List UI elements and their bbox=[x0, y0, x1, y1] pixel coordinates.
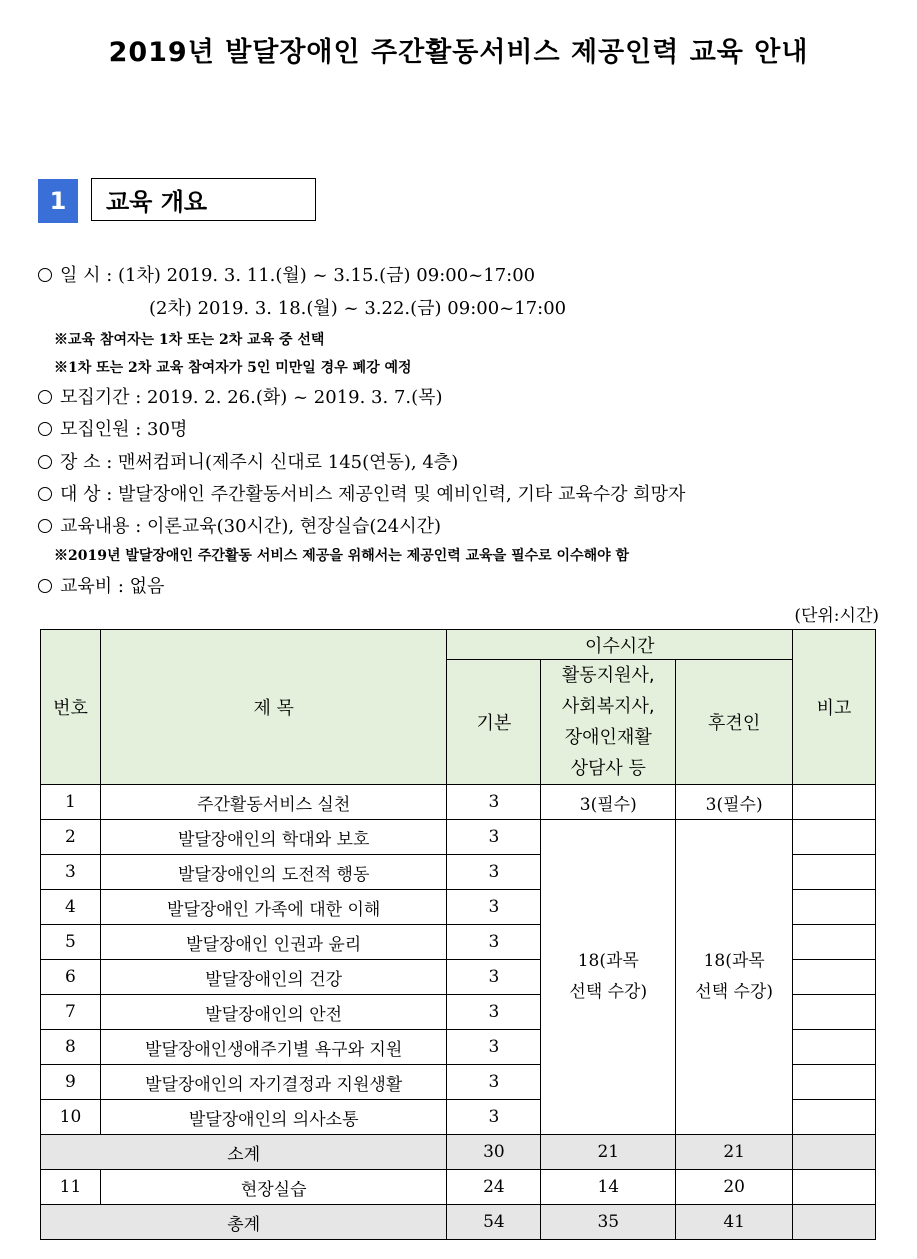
subtotal-basic: 30 bbox=[447, 1135, 541, 1170]
cell-remarks bbox=[793, 1065, 876, 1100]
cell-basic: 3 bbox=[447, 785, 541, 820]
practice-subject: 현장실습 bbox=[100, 1170, 447, 1205]
cell-basic: 3 bbox=[447, 890, 541, 925]
cell-no: 5 bbox=[41, 925, 101, 960]
cell-remarks bbox=[793, 995, 876, 1030]
total-basic: 54 bbox=[447, 1205, 541, 1240]
cell-basic: 3 bbox=[447, 1100, 541, 1135]
unit-label: (단위:시간) bbox=[794, 606, 879, 626]
bullet-circle-icon bbox=[38, 422, 52, 436]
header-worker bbox=[541, 660, 676, 785]
cell-no: 3 bbox=[41, 855, 101, 890]
practice-row bbox=[41, 1170, 876, 1205]
elective-line-2: 선택 수강) bbox=[569, 982, 648, 1002]
bullet-circle-icon bbox=[38, 519, 52, 533]
bullet-circle-icon bbox=[38, 579, 52, 593]
subtotal-guardian: 21 bbox=[676, 1135, 793, 1170]
cell-guardian-elective bbox=[676, 820, 793, 1135]
header-guardian: 후견인 bbox=[676, 660, 793, 785]
total-label: 총계 bbox=[41, 1205, 447, 1240]
cell-subject: 발달장애인 인권과 윤리 bbox=[100, 925, 447, 960]
cell-subject: 발달장애인의 안전 bbox=[100, 995, 447, 1030]
overview-capacity-line bbox=[38, 415, 187, 441]
overview-period-line bbox=[38, 383, 443, 409]
header-worker-line-1: 활동지원사, bbox=[561, 665, 655, 686]
total-worker: 35 bbox=[541, 1205, 676, 1240]
overview-target-line bbox=[38, 480, 685, 506]
cell-subject: 발달장애인의 학대와 보호 bbox=[100, 820, 447, 855]
subtotal-label: 소계 bbox=[41, 1135, 447, 1170]
cell-worker-elective bbox=[541, 820, 676, 1135]
cell-remarks bbox=[793, 960, 876, 995]
cell-subject: 주간활동서비스 실천 bbox=[100, 785, 447, 820]
cell-basic: 3 bbox=[447, 855, 541, 890]
overview-content-text: 교육내용 : 이론교육(30시간), 현장실습(24시간) bbox=[60, 516, 442, 537]
overview-capacity-text: 모집인원 : 30명 bbox=[60, 419, 188, 440]
overview-period-text: 모집기간 : 2019. 2. 26.(화) ~ 2019. 3. 7.(목) bbox=[60, 387, 443, 408]
cell-remarks bbox=[793, 890, 876, 925]
cell-no: 4 bbox=[41, 890, 101, 925]
elective-line-1: 18(과목 bbox=[703, 951, 765, 971]
header-remarks: 비고 bbox=[793, 630, 876, 785]
cell-remarks bbox=[793, 925, 876, 960]
subtotal-row bbox=[41, 1135, 876, 1170]
header-basic: 기본 bbox=[447, 660, 541, 785]
practice-guardian: 20 bbox=[676, 1170, 793, 1205]
cell-subject: 발달장애인의 도전적 행동 bbox=[100, 855, 447, 890]
cell-basic: 3 bbox=[447, 1030, 541, 1065]
section-number-badge: 1 bbox=[38, 179, 78, 223]
table-row bbox=[41, 820, 876, 855]
curriculum-table bbox=[40, 629, 876, 1240]
practice-basic: 24 bbox=[447, 1170, 541, 1205]
total-remarks bbox=[793, 1205, 876, 1240]
table-row bbox=[41, 785, 876, 820]
total-row bbox=[41, 1205, 876, 1240]
cell-worker: 3(필수) bbox=[541, 785, 676, 820]
cell-no: 10 bbox=[41, 1100, 101, 1135]
page-title: 2019년 발달장애인 주간활동서비스 제공인력 교육 안내 bbox=[108, 37, 809, 68]
overview-note-2: ※1차 또는 2차 교육 참여자가 5인 미만일 경우 폐강 예정 bbox=[54, 360, 412, 376]
overview-date-line bbox=[38, 261, 535, 287]
cell-remarks bbox=[793, 785, 876, 820]
subtotal-remarks bbox=[793, 1135, 876, 1170]
cell-no: 7 bbox=[41, 995, 101, 1030]
overview-date-line2: (2차) 2019. 3. 18.(월) ~ 3.22.(금) 09:00~17:00 bbox=[149, 298, 567, 319]
header-worker-line-2: 사회복지사, bbox=[561, 696, 655, 717]
bullet-circle-icon bbox=[38, 390, 52, 404]
subtotal-worker: 21 bbox=[541, 1135, 676, 1170]
header-no: 번호 bbox=[41, 630, 101, 785]
header-worker-line-4: 상담사 등 bbox=[570, 758, 646, 779]
cell-basic: 3 bbox=[447, 925, 541, 960]
overview-fee-text: 교육비 : 없음 bbox=[60, 576, 165, 597]
practice-worker: 14 bbox=[541, 1170, 676, 1205]
elective-line-1: 18(과목 bbox=[577, 951, 639, 971]
bullet-circle-icon bbox=[38, 268, 52, 282]
cell-remarks bbox=[793, 820, 876, 855]
cell-basic: 3 bbox=[447, 960, 541, 995]
cell-subject: 발달장애인 가족에 대한 이해 bbox=[100, 890, 447, 925]
cell-no: 6 bbox=[41, 960, 101, 995]
cell-remarks bbox=[793, 1100, 876, 1135]
bullet-circle-icon bbox=[38, 487, 52, 501]
total-guardian: 41 bbox=[676, 1205, 793, 1240]
cell-subject: 발달장애인의 건강 bbox=[100, 960, 447, 995]
overview-content-line bbox=[38, 512, 441, 538]
cell-guardian: 3(필수) bbox=[676, 785, 793, 820]
overview-target-text: 대 상 : 발달장애인 주간활동서비스 제공인력 및 예비인력, 기타 교육수강 희망자 bbox=[60, 484, 686, 505]
practice-no: 11 bbox=[41, 1170, 101, 1205]
header-worker-line-3: 장애인재활 bbox=[564, 727, 652, 748]
overview-place-line bbox=[38, 448, 458, 474]
overview-fee-line bbox=[38, 572, 164, 598]
cell-no: 9 bbox=[41, 1065, 101, 1100]
overview-place-text: 장 소 : 맨써컴퍼니(제주시 신대로 145(연동), 4층) bbox=[60, 452, 459, 473]
cell-remarks bbox=[793, 855, 876, 890]
cell-subject: 발달장애인생애주기별 욕구와 지원 bbox=[100, 1030, 447, 1065]
cell-no: 8 bbox=[41, 1030, 101, 1065]
practice-remarks bbox=[793, 1170, 876, 1205]
cell-basic: 3 bbox=[447, 820, 541, 855]
cell-subject: 발달장애인의 자기결정과 지원생활 bbox=[100, 1065, 447, 1100]
elective-line-2: 선택 수강) bbox=[695, 982, 773, 1002]
header-hours: 이수시간 bbox=[447, 630, 793, 660]
overview-date-text: 일 시 : (1차) 2019. 3. 11.(월) ~ 3.15.(금) 09:00~17:00 bbox=[60, 265, 536, 286]
cell-subject: 발달장애인의 의사소통 bbox=[100, 1100, 447, 1135]
section-title: 교육 개요 bbox=[91, 178, 316, 221]
bullet-circle-icon bbox=[38, 455, 52, 469]
cell-basic: 3 bbox=[447, 995, 541, 1030]
header-subject: 제 목 bbox=[100, 630, 447, 785]
overview-note-1: ※교육 참여자는 1차 또는 2차 교육 중 선택 bbox=[54, 332, 325, 348]
cell-basic: 3 bbox=[447, 1065, 541, 1100]
overview-note-3: ※2019년 발달장애인 주간활동 서비스 제공을 위해서는 제공인력 교육을 필수로 이수해야 함 bbox=[54, 548, 630, 564]
cell-remarks bbox=[793, 1030, 876, 1065]
cell-no: 1 bbox=[41, 785, 101, 820]
cell-no: 2 bbox=[41, 820, 101, 855]
